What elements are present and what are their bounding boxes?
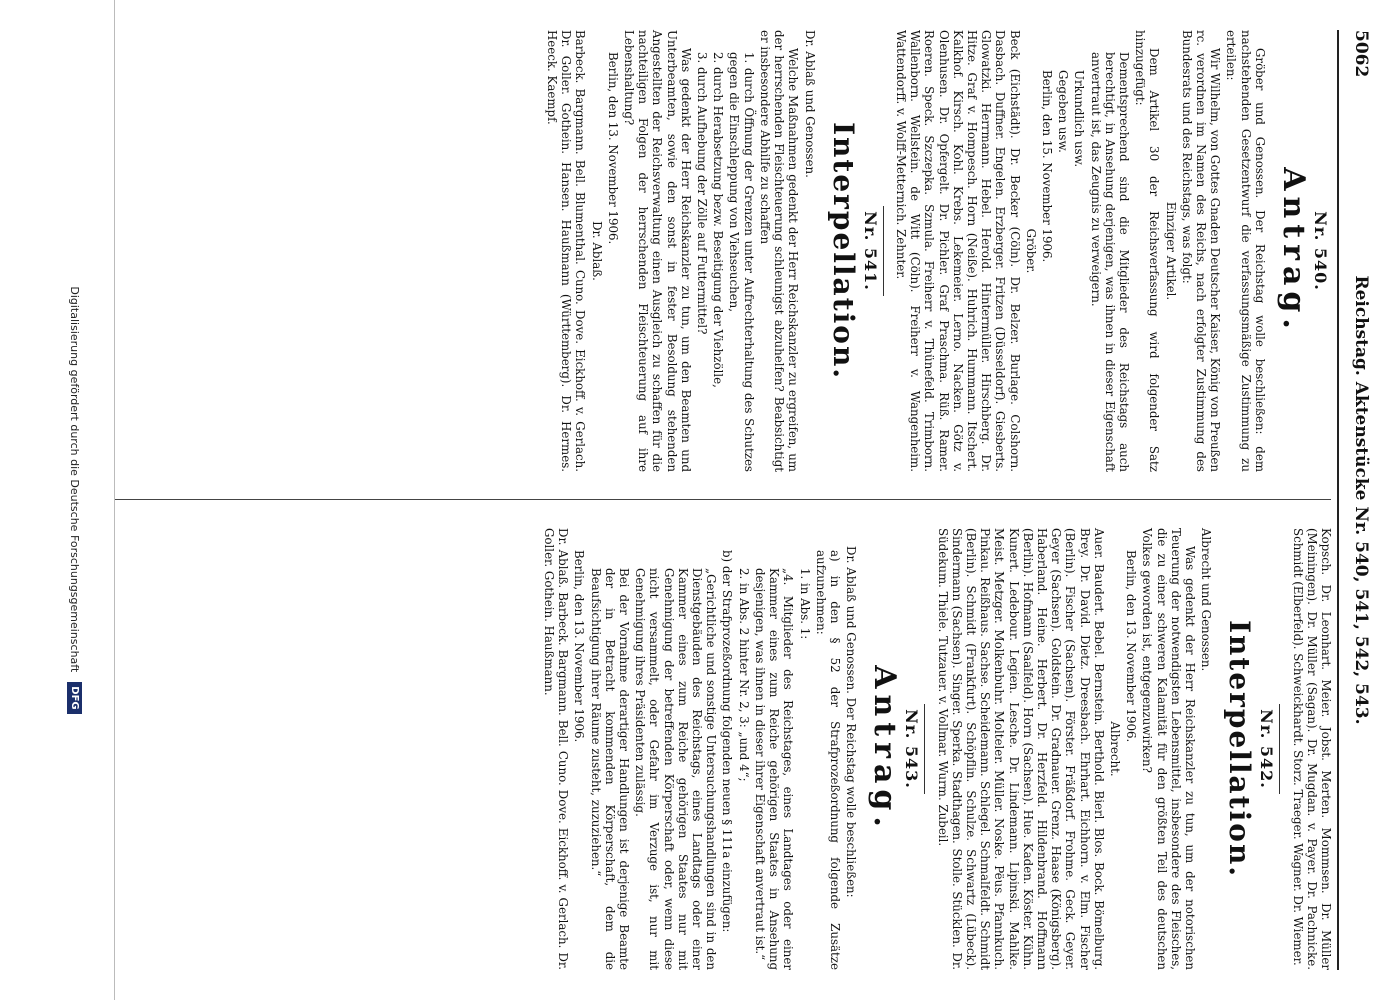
list-item: 2. durch Herabsetzung bezw. Beseitigung der Viehzölle,	[711, 52, 726, 388]
quoted-text: „Gerichtliche und sonstige Untersuchungshandlungen sind in den Dienstgebäuden des Reichstags, eines Landtags oder einer Kammer eines zum Reiche gehörigen Staates nur mit Genehmigung der betreffenden Körperschaft oder, wenn diese nicht versammelt, oder Gefahr im Verzuge ist, nur mit Genehmigung ihres Präsidenten zulässig.	[633, 568, 719, 970]
date-line: Berlin, den 13. November 1906.	[605, 52, 620, 245]
intro-text: Dr. Ablaß und Genossen. Der Reichstag wolle beschließen:	[844, 546, 859, 898]
page-header	[1341, 30, 1371, 970]
section-542	[935, 528, 1277, 970]
section-number: Nr. 542.	[1257, 709, 1277, 789]
list-item: 3. durch Aufhebung der Zölle auf Futtermittel?	[695, 52, 710, 335]
second-question-text: Was gedenkt der Herr Reichskanzler zu tun, um den Beamten und Unterbeamten, sowie den sonst in fester Besoldung stehenden Angestellten der Reichsverwaltung einen Ausgleich zu schaffen für die nachteiligen Folgen der herrschenden Fleischteuerung auf ihre Lebenshaltung?	[622, 30, 693, 472]
date-line: Berlin, den 13. November 1906.	[572, 550, 587, 743]
quoted-text: Bei der Vornahme derartiger Handlungen ist derjenige Beamte der in Betracht kommenden Körperschaft, dem die Beaufsichtigung ihrer Räume zusteht, zuzuziehen.“	[588, 568, 632, 970]
column-divider	[115, 499, 1331, 500]
section-number: Nr. 541.	[860, 211, 880, 291]
right-column	[542, 528, 1333, 970]
section-540	[893, 30, 1330, 472]
preamble-text: Wir Wilhelm, von Gottes Gnaden Deutscher Kaiser, König von Preußen rc. verordnen im Namen des Reichs, nach erfolgter Zustimmung des Bundesrats und des Reichstags, was folgt:	[1179, 30, 1223, 472]
section-number: Nr. 540.	[1311, 211, 1330, 291]
digitization-footer	[36, 0, 115, 1000]
signatories-continued: Kopsch. Dr. Leonhart. Meier. Jobst. Merten. Mommsen. Dr. Müller (Meiningen). Dr. Müller (Sagan). Dr. Mugdan. v. Payer. Dr. Pachnicke. Schmidt (Elberfeld). Schweickhardt. Storz. Traeger. Wagner. Dr. Wiemer.	[1290, 528, 1333, 970]
quoted-text: „4. Mitglieder des Reichstages, eines Landtages oder einer Kammer eines zum Reiche gehörigen Staates in Ansehung desjenigen, was ihnen in dieser ihrer Eigenschaft anvertraut ist.“	[752, 568, 796, 970]
header-rule	[1337, 30, 1339, 970]
question-text: Welche Maßnahmen gedenkt der Herr Reichskanzler zu ergreifen, um der herrschenden Fleischteuerung schleunigst abzuhelfen? Beabsichtigt er insbesondere Abhilfe zu schaffen	[757, 30, 801, 472]
signatories-list: Dr. Ablaß. Barbeck. Bargmann. Bell. Cuno. Dove. Eickhoff. v. Gerlach. Dr. Goller. Gothein. Haußmann.	[542, 528, 571, 970]
section-separator	[1279, 704, 1280, 794]
list-item: b) der Strafprozeßordnung folgenden neuen § 111a einzufügen:	[720, 550, 735, 933]
date-line: Berlin, den 15. November 1906.	[1039, 70, 1054, 263]
list-item: 1. in Abs. 1:	[797, 568, 812, 640]
section-title: Antrag.	[867, 665, 903, 833]
signatories-list: Auer. Baudert. Bebel. Bernstein. Berthold. Bierl. Blos. Bock. Bömelburg. Brey. Dr. David. Dietz. Dreesbach. Ehrhart. Eichhorn. v. Elm. Fischer (Berlin). Fischer (Sachsen). Förster. Fräßdorf. Frohme. Geck. Geyer. Geyer (Sachsen). Goldstein. Dr. Gradnauer. Grenz. Haase (Königsberg). Haberland. Heine. Herbert. Dr. Herzfeld. Hildenbrand. Hoffmann (Berlin). Hofmann (Saalfeld). Horn (Sachsen). Hue. Kaden. Köster. Kühn. Kunert. Ledebour. Legien. Lesche. Dr. Lindemann. Lipinski. Mahlke. Meist. Metzger. Molkenbuhr. Molteler. Müller. Noske. Pëus. Pfannkuch. Pinkau. Reißhaus. Sachse. Scheidemann. Schlegel. Schmalfeldt. Schmidt (Berlin). Schmidt (Frankfurt). Schöpflin. Schulze. Schwartz (Lübeck). Sindermann (Sachsen). Singer. Sperka. Stadthagen. Stolle. Stücklen. Dr. Südekum. Thiele. Tutzauer. v. Vollmar. Wurm. Zubeil.	[935, 528, 1106, 970]
signer-name: Albrecht.	[1107, 721, 1122, 777]
section-title: Interpellation.	[1223, 619, 1257, 879]
intro-text: Dr. Ablaß und Genossen.	[802, 30, 817, 178]
date-line: Berlin, den 13. November 1906.	[1124, 550, 1139, 743]
list-item: a) in den § 52 der Strafprozeßordnung folgende Zusätze aufzunehmen:	[813, 550, 842, 970]
running-head: Reichstag. Aktenstücke Nr. 540, 541, 542, 543.	[1351, 275, 1371, 725]
quoted-text: Dementsprechend sind die Mitglieder des Reichstags auch berechtigt, in Ansehung derjenigen, was ihnen in dieser Eigenschaft anvertraut ist, das Zeugnis zu verweigern.	[1088, 52, 1131, 472]
list-item: 2. in Abs. 2 hinter Nr. 2, 3: „und 4“;	[736, 568, 751, 782]
question-text: Was gedenkt der Herr Reichskanzler zu tun, um der notorischen Teuerung der notwendigsten Lebensmittel, insbesondere des Fleisches, die zu einer schweren Kalamität für den größten Teil des deutschen Volkes geworden ist, entgegenzuwirken?	[1140, 528, 1197, 970]
signatories-list: Barbeck. Bargmann. Bell. Blumenthal. Cuno. Dove. Eickhoff. v. Gerlach. Dr. Goller. Gothein. Hansen. Haußmann (Württemberg). Dr. Hermes. Heeck. Kaempf.	[545, 30, 588, 472]
intro-text: Albrecht und Genossen.	[1199, 528, 1214, 672]
article-text: Dem Artikel 30 der Reichsverfassung wird folgender Satz hinzugefügt:	[1133, 30, 1162, 472]
list-item: 1. durch Öffnung der Grenzen unter Aufrechterhaltung des Schutzes gegen die Einschleppung von Viehseuchen,	[727, 52, 756, 472]
signer-name: Gröber.	[1023, 228, 1038, 274]
article-heading: Einziger Artikel.	[1163, 201, 1178, 301]
section-number: Nr. 543.	[902, 709, 922, 789]
section-title: Antrag.	[1275, 167, 1311, 335]
dfg-logo: DFG	[68, 682, 83, 713]
intro-text: Gröber und Genossen. Der Reichstag wolle beschließen: dem nachstehenden Gesetzentwurf die verfassungsmäßige Zustimmung zu erteilen:	[1224, 30, 1267, 472]
section-543	[542, 528, 922, 970]
section-541	[545, 30, 880, 472]
signatories-list: Beck (Eichstädt). Dr. Becker (Cöln). Dr. Belzer. Burlage. Colshorn. Dasbach. Duffner. Engelen. Erzberger. Fritzen (Düsseldorf). Giesberts. Glowatzki. Herrmann. Hebel. Herold. Hintermüller. Hirschberg. Dr. Hitze. Graf v. Hompesch. Horn (Neiße). Huhrich. Hummann. Itschert. Kalkhof. Kirsch. Kohl. Krebs. Lekemeier. Lerno. Nacken. Götz v. Olenhusen. Dr. Opfergelt. Dr. Pichler. Graf Praschma. Rüß. Ramer. Roeren. Speck. Szczepka. Szmula. Freiherr v. Thünefeld. Trimborn. Wallenborn. Wellstein. de Witt (Cöln). Freiherr v. Wangenheim. Wattendorff. v. Wolff-Metternich. Zehnter.	[893, 30, 1022, 472]
section-separator	[924, 704, 925, 794]
section-separator	[883, 206, 884, 296]
footer-text: Digitalisierung gefördert durch die Deutsche Forschungsgemeinschaft	[68, 286, 82, 673]
page-number: 5062	[1351, 30, 1371, 78]
section-title: Interpellation.	[826, 121, 860, 381]
left-column	[545, 30, 1333, 472]
urkundlich-text: Urkundlich usw.	[1072, 70, 1087, 168]
signer-name: Dr. Ablaß.	[589, 221, 604, 281]
gegeben-text: Gegeben usw.	[1056, 70, 1071, 153]
